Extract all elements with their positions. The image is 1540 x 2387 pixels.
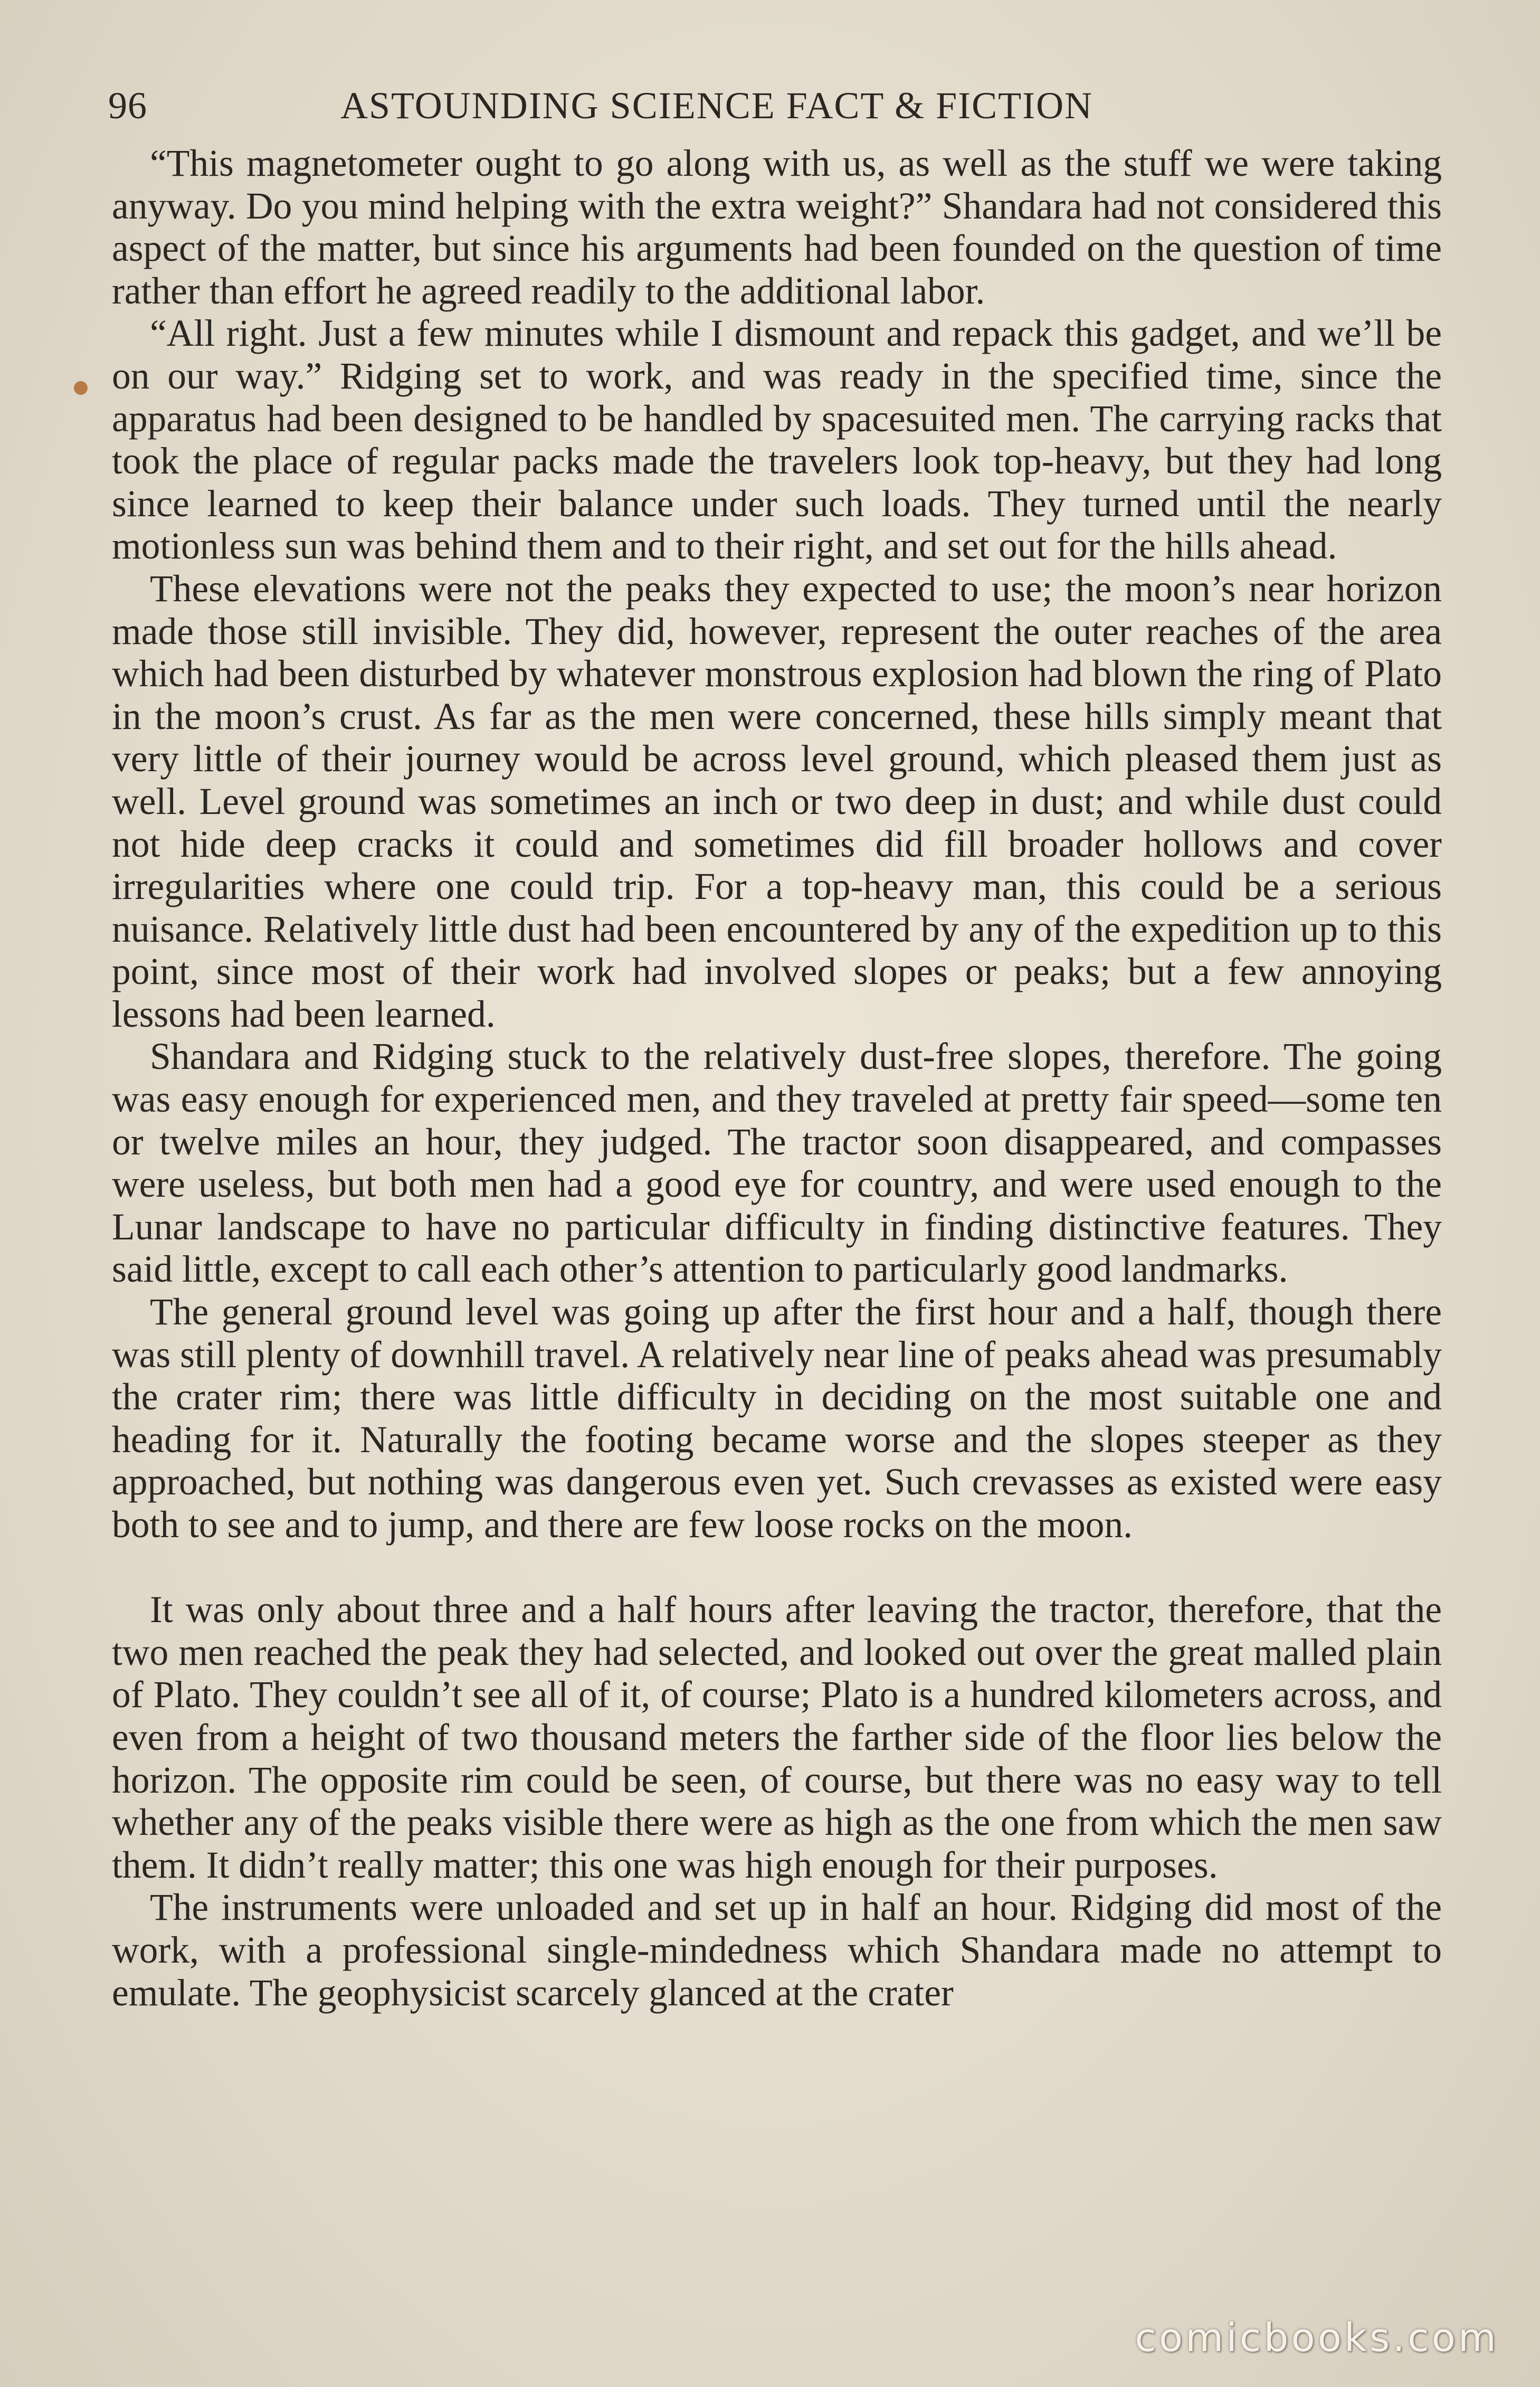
paragraph-5: The general ground level was going up after the first hour and a half, though there was still plenty of downhill travel. A relatively near line of peaks ahead was presumably the crater rim; there was little difficulty in deciding on the most suitable one and heading for it. Naturally the footing became worse and the slopes steeper as they approached, but nothing was dangerous even yet. Such crevasses as existed were easy both to see and to jump, and there are few loose rocks on the moon. [112, 1291, 1442, 1546]
paragraph-2: “All right. Just a few minutes while I dismount and repack this gadget, and we’ll be on our way.” Ridging set to work, and was ready in the specified time, since the apparatus had been designed to be handled by spacesuited men. The carrying racks that took the place of regular packs made the travelers look top-heavy, but they had long since learned to keep their balance under such loads. They turned until the nearly motionless sun was behind them and to their right, and set out for the hills ahead. [112, 312, 1442, 567]
running-head: ASTOUNDING SCIENCE FACT & FICTION [340, 84, 1094, 127]
site-watermark: comicbooks.com [1135, 2315, 1499, 2361]
paragraph-3: These elevations were not the peaks they expected to use; the moon’s near horizon made those still invisible. They did, however, represent the outer reaches of the area which had been disturbed by whatever monstrous explosion had blown the ring of Plato in the moon’s crust. As far as the men were concerned, these hills simply meant that very little of their journey would be across level ground, which pleased them just as well. Level ground was sometimes an inch or two deep in dust; and while dust could not hide deep cracks it could and sometimes did fill broader hollows and cover irregularities where one could trip. For a top-heavy man, this could be a serious nuisance. Relatively little dust had been encountered by any of the expedition up to this point, since most of their work had involved slopes or peaks; but a few annoying lessons had been learned. [112, 567, 1442, 1035]
paragraph-4: Shandara and Ridging stuck to the relatively dust-free slopes, therefore. The going was easy enough for experienced men, and they traveled at pretty fair speed—some ten or twelve miles an hour, they judged. The tractor soon disappeared, and compasses were useless, but both men had a good eye for country, and were used enough to the Lunar landscape to have no particular difficulty in finding distinctive features. They said little, except to call each other’s attention to particularly good landmarks. [112, 1036, 1442, 1291]
paragraph-6: It was only about three and a half hours after leaving the tractor, therefore, that the two men reached the peak they had selected, and looked out over the great malled plain of Plato. They couldn’t see all of it, of course; Plato is a hundred kilometers across, and even from a height of two thousand meters the farther side of the floor lies below the horizon. The opposite rim could be seen, of course, but there was no easy way to tell whether any of the peaks visible there were as high as the one from which the men saw them. It didn’t really matter; this one was high enough for their purposes. [112, 1589, 1442, 1886]
ink-smudge-mark [74, 381, 88, 395]
story-text [112, 143, 1442, 2014]
paragraph-1: “This magnetometer ought to go along with us, as well as the stuff we were taking anyway. Do you mind helping with the extra weight?” Shandara had not considered this aspect of the matter, but since his arguments had been founded on the question of time rather than effort he agreed readily to the additional labor. [112, 143, 1442, 312]
paragraph-7: The instruments were unloaded and set up in half an hour. Ridging did most of the work, with a professional single-mindedness which Shandara made no attempt to emulate. The geophysicist scarcely glanced at the crater [112, 1887, 1442, 2014]
page-header [108, 79, 1438, 132]
page-number: 96 [108, 84, 147, 127]
